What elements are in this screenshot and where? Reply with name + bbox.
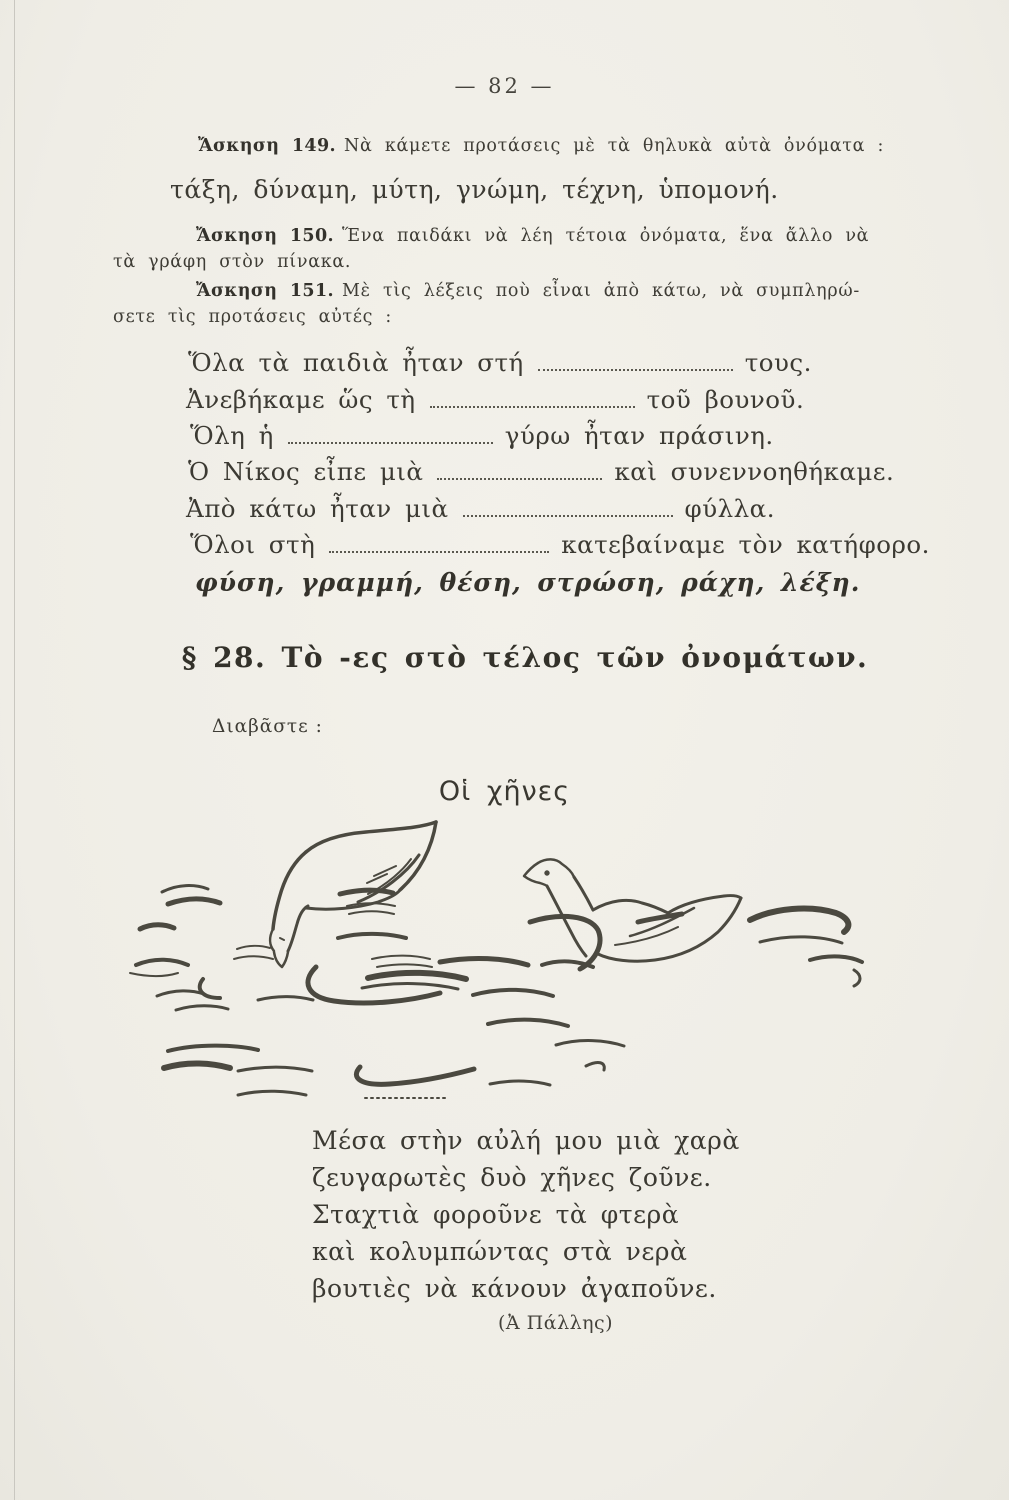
fill-in-sentence (190, 421, 774, 450)
fill-in-sentence (186, 385, 804, 414)
sentence-before: Ἀπὸ κάτω ἦταν μιὰ (186, 494, 449, 523)
water-ripples (130, 886, 862, 1098)
exercise-151-line1 (196, 281, 860, 301)
poem (312, 1122, 740, 1307)
sentence-before: Ὅλοι στὴ (190, 530, 316, 559)
exercise-149-line (198, 136, 884, 156)
sentence-after: τους. (744, 348, 812, 377)
sentence-before: Ἀνεβήκαμε ὥς τὴ (186, 385, 416, 414)
exercise-150-line2: τὰ γράφη στὸν πίνακα. (113, 252, 352, 272)
sentence-after: κατεβαίναμε τὸν κατήφορο. (561, 530, 930, 559)
word-bank: φύση, γραμμή, θέση, στρώση, ράχη, λέξη. (195, 568, 861, 597)
blank-dotted-line (288, 437, 493, 444)
fill-in-sentence (186, 494, 775, 523)
poem-line: ζευγαρωτὲς δυὸ χῆνες ζοῦνε. (312, 1163, 712, 1192)
right-goose-eye (545, 871, 549, 875)
blank-dotted-line (463, 510, 673, 517)
geese-illustration-svg (110, 810, 900, 1112)
poem-line: Μέσα στὴν αὐλή μου μιὰ χαρὰ (312, 1126, 740, 1155)
fill-in-sentence (190, 530, 930, 559)
read-instruction: Διαβᾶστε : (212, 716, 323, 737)
exercise-151-text: Μὲ τὶς λέξεις ποὺ εἶναι ἀπὸ κάτω, νὰ συμπληρώ- (342, 281, 860, 301)
exercise-151-label: Ἄσκηση 151. (196, 281, 335, 301)
poem-line: Σταχτιὰ φοροῦνε τὰ φτερὰ (312, 1200, 680, 1229)
blank-dotted-line (437, 473, 602, 480)
fill-in-sentence (188, 348, 812, 377)
sentence-after: γύρω ἦταν πράσινη. (504, 421, 774, 450)
poem-line: καὶ κολυμπώντας στὰ νερὰ (312, 1237, 688, 1266)
sentence-before: Ὁ Νίκος εἶπε μιὰ (188, 457, 424, 486)
geese-illustration (110, 810, 900, 1116)
exercise-149-label: Ἄσκηση 149. (198, 136, 337, 156)
blank-dotted-line (538, 364, 733, 371)
sentence-before: Ὅλη ἡ (190, 421, 274, 450)
exercise-150-line1 (196, 226, 869, 246)
right-goose (524, 859, 741, 961)
fill-in-sentence (188, 457, 894, 486)
exercise-150-label: Ἄσκηση 150. (196, 226, 335, 246)
section-heading: § 28. Τὸ -ες στὸ τέλος τῶν ὀνομάτων. (181, 641, 869, 674)
poem-line: βουτιὲς νὰ κάνουν ἀγαποῦνε. (312, 1274, 717, 1303)
reading-title: Οἱ χῆνες (438, 776, 571, 807)
poem-attribution: (Ἀ Πάλλης) (498, 1312, 614, 1334)
page-number: — 82 — (454, 74, 555, 98)
blank-dotted-line (329, 546, 549, 553)
exercise-149-text: Νὰ κάμετε προτάσεις μὲ τὰ θηλυκὰ αὐτὰ ὀνόματα : (344, 136, 885, 156)
sentence-before: Ὅλα τὰ παιδιὰ ἦταν στή (188, 348, 524, 377)
exercise-151-line2: σετε τὶς προτάσεις αὐτές : (113, 307, 392, 327)
page-left-edge (14, 0, 15, 1500)
left-goose (270, 822, 436, 967)
blank-dotted-line (430, 401, 635, 408)
sentence-after: φύλλα. (684, 494, 775, 523)
sentence-after: καὶ συνεννοηθήκαμε. (614, 457, 895, 486)
sentence-after: τοῦ βουνοῦ. (646, 385, 805, 414)
exercise-150-text: Ἕνα παιδάκι νὰ λέη τέτοια ὀνόματα, ἕνα ἄλλο νὰ (342, 226, 870, 246)
exercise-149-words: τάξη, δύναμη, μύτη, γνώμη, τέχνη, ὑπομονή. (170, 175, 779, 204)
